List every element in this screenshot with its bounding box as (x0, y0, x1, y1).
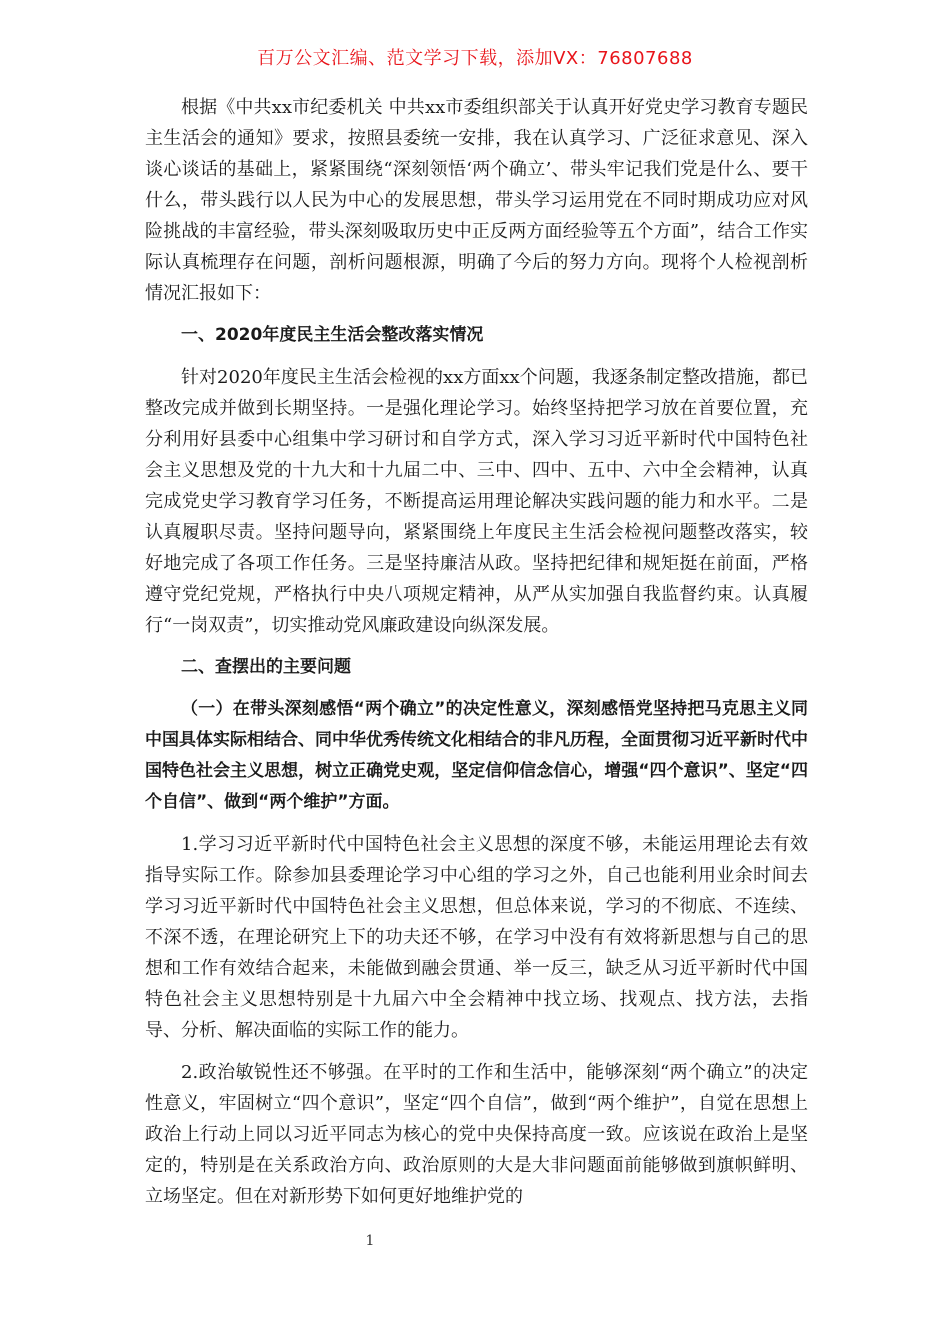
section-2-heading: 二、查摆出的主要问题 (181, 657, 351, 677)
subsection-1-heading: （一）在带头深刻感悟“两个确立”的决定性意义，深刻感悟党坚持把马克思主义同中国具体实际相结合、同中华优秀传统文化相结合的非凡历程，全面贯彻习近平新时代中国特色社会主义思想，树立正确党史观，坚定信仰信念信心，增强“四个意识”、坚定“四个自信”、做到“两个维护”方面。 (145, 699, 808, 812)
item-2-paragraph: 2.政治敏锐性还不够强。在平时的工作和生活中，能够深刻“两个确立”的决定性意义，牢固树立“四个意识”，坚定“四个自信”，做到“两个维护”，自觉在思想上政治上行动上同以习近平同志为核心的党中央保持高度一致。应该说在政治上是坚定的，特别是在关系政治方向、政治原则的大是大非问题面前能够做到旗帜鲜明、立场坚定。但在对新形势下如何更好地维护党的 (145, 1062, 808, 1207)
document-body (145, 92, 808, 1212)
section-1-heading: 一、2020年度民主生活会整改落实情况 (181, 325, 484, 345)
section-1-paragraph: 针对2020年度民主生活会检视的xx方面xx个问题，我逐条制定整改措施，都已整改完成并做到长期坚持。一是强化理论学习。始终坚持把学习放在首要位置，充分利用好县委中心组集中学习研讨和自学方式，深入学习习近平新时代中国特色社会主义思想及党的十九大和十九届二中、三中、四中、五中、六中全会精神，认真完成党史学习教育学习任务，不断提高运用理论解决实践问题的能力和水平。二是认真履职尽责。坚持问题导向，紧紧围绕上年度民主生活会检视问题整改落实，较好地完成了各项工作任务。三是坚持廉洁从政。坚持把纪律和规矩挺在前面，严格遵守党纪党规，严格执行中央八项规定精神，从严从实加强自我监督约束。认真履行“一岗双责”，切实推动党风廉政建设向纵深发展。 (145, 367, 808, 636)
page-number: 1 (365, 1233, 375, 1249)
item-1-paragraph: 1.学习习近平新时代中国特色社会主义思想的深度不够，未能运用理论去有效指导实际工作。除参加县委理论学习中心组的学习之外，自己也能利用业余时间去学习习近平新时代中国特色社会主义思想，但总体来说，学习的不彻底、不连续、不深不透，在理论研究上下的功夫还不够，在学习中没有有效将新思想与自己的思想和工作有效结合起来，未能做到融会贯通、举一反三，缺乏从习近平新时代中国特色社会主义思想特别是十九届六中全会精神中找立场、找观点、找方法，去指导、分析、解决面临的实际工作的能力。 (145, 834, 808, 1041)
watermark-header: 百万公文汇编、范文学习下载，添加VX：76807688 (257, 48, 693, 69)
intro-paragraph: 根据《中共xx市纪委机关 中共xx市委组织部关于认真开好党史学习教育专题民主生活会的通知》要求，按照县委统一安排，我在认真学习、广泛征求意见、深入谈心谈话的基础上，紧紧围绕“深刻领悟‘两个确立’、带头牢记我们党是什么、要干什么，带头践行以人民为中心的发展思想，带头学习运用党在不同时期成功应对风险挑战的丰富经验，带头深刻吸取历史中正反两方面经验等五个方面”，结合工作实际认真梳理存在问题，剖析问题根源，明确了今后的努力方向。现将个人检视剖析情况汇报如下： (145, 97, 808, 304)
